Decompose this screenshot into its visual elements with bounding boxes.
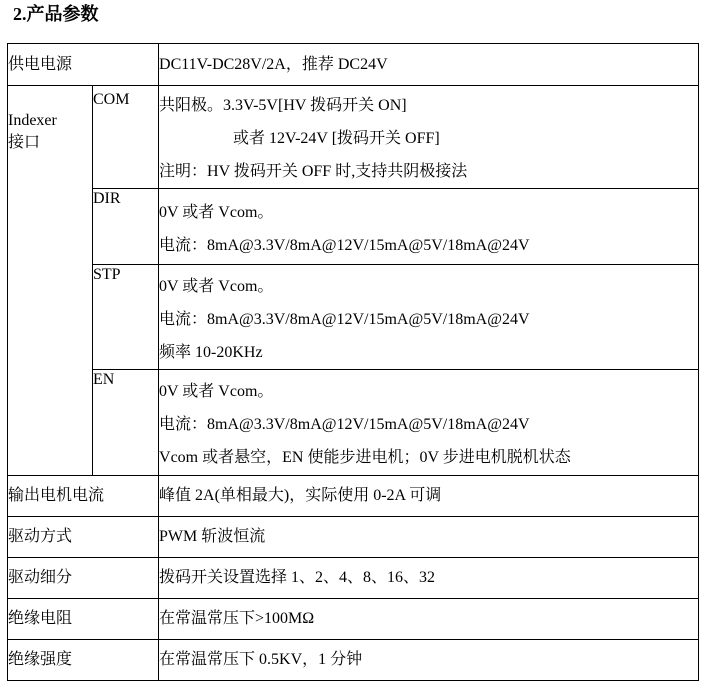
en-label: EN bbox=[93, 371, 115, 388]
en-line1: 0V 或者 Vcom。 bbox=[159, 383, 274, 400]
stp-value-cell bbox=[159, 265, 699, 370]
en-line2: 电流：8mA@3.3V/8mA@12V/15mA@5V/18mA@24V bbox=[159, 416, 530, 433]
insulation-resistance-value-cell bbox=[159, 599, 699, 640]
en-label-cell bbox=[93, 370, 159, 476]
table-row-en bbox=[8, 370, 699, 476]
insulation-strength-label: 绝缘强度 bbox=[8, 651, 73, 668]
stp-label: STP bbox=[93, 266, 121, 283]
table-row-stp bbox=[8, 265, 699, 370]
product-params-table bbox=[7, 43, 699, 681]
output-current-label-cell bbox=[8, 476, 159, 517]
table-row-power bbox=[8, 44, 699, 86]
com-line3: 注明：HV 拨码开关 OFF 时,支持共阴极接法 bbox=[159, 163, 468, 180]
microstep-value: 拨码开关设置选择 1、2、4、8、16、32 bbox=[159, 569, 436, 586]
stp-label-cell bbox=[93, 265, 159, 370]
power-value: DC11V-DC28V/2A，推荐 DC24V bbox=[159, 55, 388, 73]
drive-mode-label: 驱动方式 bbox=[8, 528, 73, 545]
insulation-strength-value-cell bbox=[159, 640, 699, 681]
indexer-label-line1: Indexer bbox=[8, 112, 57, 129]
dir-line1: 0V 或者 Vcom。 bbox=[159, 204, 274, 221]
stp-line3: 频率 10-20KHz bbox=[159, 344, 263, 361]
insulation-strength-value: 在常温常压下 0.5KV，1 分钟 bbox=[159, 651, 363, 668]
dir-label-cell bbox=[93, 189, 159, 265]
table-row-microstep bbox=[8, 558, 699, 599]
table-row-insulation-resistance bbox=[8, 599, 699, 640]
dir-label: DIR bbox=[93, 190, 121, 207]
insulation-strength-label-cell bbox=[8, 640, 159, 681]
stp-line1: 0V 或者 Vcom。 bbox=[159, 278, 274, 295]
drive-mode-label-cell bbox=[8, 517, 159, 558]
com-line1: 共阳极。3.3V-5V[HV 拨码开关 ON] bbox=[159, 97, 407, 114]
stp-line2: 电流：8mA@3.3V/8mA@12V/15mA@5V/18mA@24V bbox=[159, 311, 530, 328]
insulation-resistance-value: 在常温常压下>100MΩ bbox=[159, 610, 315, 627]
drive-mode-value: PWM 斩波恒流 bbox=[159, 528, 266, 545]
power-value-cell bbox=[159, 44, 699, 86]
power-label: 供电电源 bbox=[8, 55, 73, 73]
dir-value-cell bbox=[159, 189, 699, 265]
output-current-value: 峰值 2A(单相最大)，实际使用 0-2A 可调 bbox=[159, 487, 442, 504]
com-line2: 或者 12V-24V [拨码开关 OFF] bbox=[233, 130, 440, 147]
table-row-insulation-strength bbox=[8, 640, 699, 681]
com-value-cell bbox=[159, 86, 699, 189]
microstep-label-cell bbox=[8, 558, 159, 599]
microstep-label: 驱动细分 bbox=[8, 569, 73, 586]
table-row-drive-mode bbox=[8, 517, 699, 558]
table-row-output-current bbox=[8, 476, 699, 517]
com-label: COM bbox=[93, 91, 130, 108]
output-current-value-cell bbox=[159, 476, 699, 517]
en-line3: Vcom 或者悬空，EN 使能步进电机；0V 步进电机脱机状态 bbox=[159, 449, 571, 466]
section-title: 2.产品参数 bbox=[13, 4, 99, 24]
microstep-value-cell bbox=[159, 558, 699, 599]
indexer-label-line2: 接口 bbox=[8, 134, 41, 151]
com-label-cell bbox=[93, 86, 159, 189]
indexer-label-cell bbox=[8, 86, 93, 476]
output-current-label: 输出电机电流 bbox=[8, 487, 105, 504]
drive-mode-value-cell bbox=[159, 517, 699, 558]
table-row-dir bbox=[8, 189, 699, 265]
dir-line2: 电流：8mA@3.3V/8mA@12V/15mA@5V/18mA@24V bbox=[159, 237, 530, 254]
power-label-cell bbox=[8, 44, 159, 86]
table-row-com bbox=[8, 86, 699, 189]
insulation-resistance-label: 绝缘电阻 bbox=[8, 610, 73, 627]
en-value-cell bbox=[159, 370, 699, 476]
insulation-resistance-label-cell bbox=[8, 599, 159, 640]
